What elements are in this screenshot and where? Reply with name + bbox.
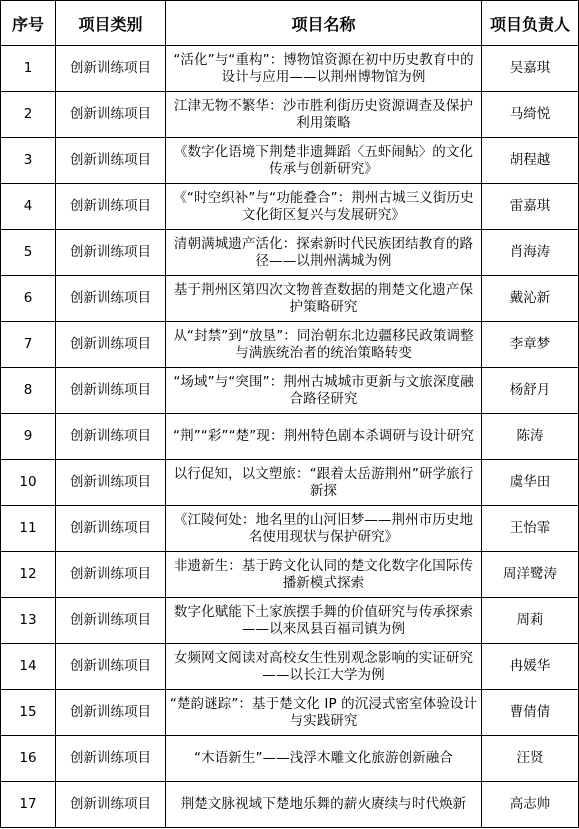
row-leader: 戴沁新 bbox=[482, 276, 579, 322]
row-project-name: “楚韵谜踪”：基于楚文化 IP 的沉浸式密室体验设计与实践研究 bbox=[166, 690, 482, 736]
row-category: 创新训练项目 bbox=[56, 598, 166, 644]
row-num: 14 bbox=[1, 644, 56, 690]
row-project-name: 《“时空织补”与“功能叠合”：荆州古城三义街历史文化街区复兴与发展研究》 bbox=[166, 184, 482, 230]
row-category: 创新训练项目 bbox=[56, 322, 166, 368]
row-num: 15 bbox=[1, 690, 56, 736]
row-num: 8 bbox=[1, 368, 56, 414]
row-leader: 杨舒月 bbox=[482, 368, 579, 414]
row-category: 创新训练项目 bbox=[56, 92, 166, 138]
row-leader: 王怡霏 bbox=[482, 506, 579, 552]
row-category: 创新训练项目 bbox=[56, 184, 166, 230]
table-row bbox=[1, 368, 579, 414]
table-row bbox=[1, 736, 579, 782]
row-leader: 肖海涛 bbox=[482, 230, 579, 276]
row-num: 11 bbox=[1, 506, 56, 552]
row-num: 16 bbox=[1, 736, 56, 782]
row-project-name: “木语新生”——浅浮木雕文化旅游创新融合 bbox=[166, 736, 482, 782]
table-row bbox=[1, 598, 579, 644]
table-row bbox=[1, 644, 579, 690]
row-category: 创新训练项目 bbox=[56, 782, 166, 828]
table-header-row bbox=[1, 1, 579, 46]
table-row bbox=[1, 276, 579, 322]
table-row bbox=[1, 460, 579, 506]
row-num: 17 bbox=[1, 782, 56, 828]
row-leader: 周洋鹭涛 bbox=[482, 552, 579, 598]
row-project-name: “荆”“彩”“楚”现：荆州特色剧本杀调研与设计研究 bbox=[166, 414, 482, 460]
row-project-name: 荆楚文脉视域下楚地乐舞的薪火赓续与时代焕新 bbox=[166, 782, 482, 828]
row-project-name: 清朝满城遗产活化：探索新时代民族团结教育的路径——以荆州满城为例 bbox=[166, 230, 482, 276]
row-category: 创新训练项目 bbox=[56, 736, 166, 782]
row-project-name: 《江陵何处：地名里的山河旧梦——荆州市历史地名使用现状与保护研究》 bbox=[166, 506, 482, 552]
table-row bbox=[1, 138, 579, 184]
row-num: 4 bbox=[1, 184, 56, 230]
table-row bbox=[1, 184, 579, 230]
row-category: 创新训练项目 bbox=[56, 230, 166, 276]
row-project-name: 非遗新生：基于跨文化认同的楚文化数字化国际传播新模式探索 bbox=[166, 552, 482, 598]
row-category: 创新训练项目 bbox=[56, 368, 166, 414]
row-category: 创新训练项目 bbox=[56, 644, 166, 690]
row-category: 创新训练项目 bbox=[56, 138, 166, 184]
row-leader: 马绮悦 bbox=[482, 92, 579, 138]
row-leader: 曹倩倩 bbox=[482, 690, 579, 736]
table-body bbox=[1, 46, 579, 828]
table-row bbox=[1, 782, 579, 828]
row-num: 7 bbox=[1, 322, 56, 368]
row-project-name: “活化”与“重构”：博物馆资源在初中历史教育中的设计与应用——以荆州博物馆为例 bbox=[166, 46, 482, 92]
row-category: 创新训练项目 bbox=[56, 414, 166, 460]
row-num: 12 bbox=[1, 552, 56, 598]
table-row bbox=[1, 92, 579, 138]
row-leader: 高志帅 bbox=[482, 782, 579, 828]
row-project-name: 江津无物不繁华：沙市胜利街历史资源调查及保护利用策略 bbox=[166, 92, 482, 138]
row-leader: 虞华田 bbox=[482, 460, 579, 506]
row-leader: 汪贤 bbox=[482, 736, 579, 782]
row-project-name: “场域”与“突围”：荆州古城城市更新与文旅深度融合路径研究 bbox=[166, 368, 482, 414]
table-row bbox=[1, 322, 579, 368]
header-num: 序号 bbox=[1, 1, 56, 46]
row-leader: 陈涛 bbox=[482, 414, 579, 460]
row-project-name: 以行促知，以文塑旅：“跟着太岳游荆州”研学旅行新探 bbox=[166, 460, 482, 506]
table-row bbox=[1, 690, 579, 736]
row-category: 创新训练项目 bbox=[56, 276, 166, 322]
row-num: 13 bbox=[1, 598, 56, 644]
row-num: 5 bbox=[1, 230, 56, 276]
row-category: 创新训练项目 bbox=[56, 460, 166, 506]
row-project-name: 从“封禁”到“放垦”：同治朝东北边疆移民政策调整与满族统治者的统治策略转变 bbox=[166, 322, 482, 368]
row-leader: 冉媛华 bbox=[482, 644, 579, 690]
row-project-name: 数字化赋能下土家族摆手舞的价值研究与传承探索——以来凤县百福司镇为例 bbox=[166, 598, 482, 644]
row-category: 创新训练项目 bbox=[56, 690, 166, 736]
row-leader: 雷嘉琪 bbox=[482, 184, 579, 230]
table-row bbox=[1, 230, 579, 276]
row-project-name: 女频网文阅读对高校女生性别观念影响的实证研究 ——以长江大学为例 bbox=[166, 644, 482, 690]
header-name: 项目名称 bbox=[166, 1, 482, 46]
row-leader: 李章梦 bbox=[482, 322, 579, 368]
table-row bbox=[1, 506, 579, 552]
row-leader: 胡程越 bbox=[482, 138, 579, 184]
row-num: 1 bbox=[1, 46, 56, 92]
row-num: 9 bbox=[1, 414, 56, 460]
row-project-name: 基于荆州区第四次文物普查数据的荆楚文化遗产保护策略研究 bbox=[166, 276, 482, 322]
row-project-name: 《数字化语境下荆楚非遗舞蹈〈五虾闹鲇〉的文化传承与创新研究》 bbox=[166, 138, 482, 184]
row-leader: 吴嘉琪 bbox=[482, 46, 579, 92]
table-row bbox=[1, 414, 579, 460]
row-category: 创新训练项目 bbox=[56, 552, 166, 598]
header-leader: 项目负责人 bbox=[482, 1, 579, 46]
row-category: 创新训练项目 bbox=[56, 46, 166, 92]
header-category: 项目类别 bbox=[56, 1, 166, 46]
table-row bbox=[1, 552, 579, 598]
row-num: 6 bbox=[1, 276, 56, 322]
row-num: 2 bbox=[1, 92, 56, 138]
row-num: 10 bbox=[1, 460, 56, 506]
row-leader: 周莉 bbox=[482, 598, 579, 644]
row-category: 创新训练项目 bbox=[56, 506, 166, 552]
table-row bbox=[1, 46, 579, 92]
row-num: 3 bbox=[1, 138, 56, 184]
